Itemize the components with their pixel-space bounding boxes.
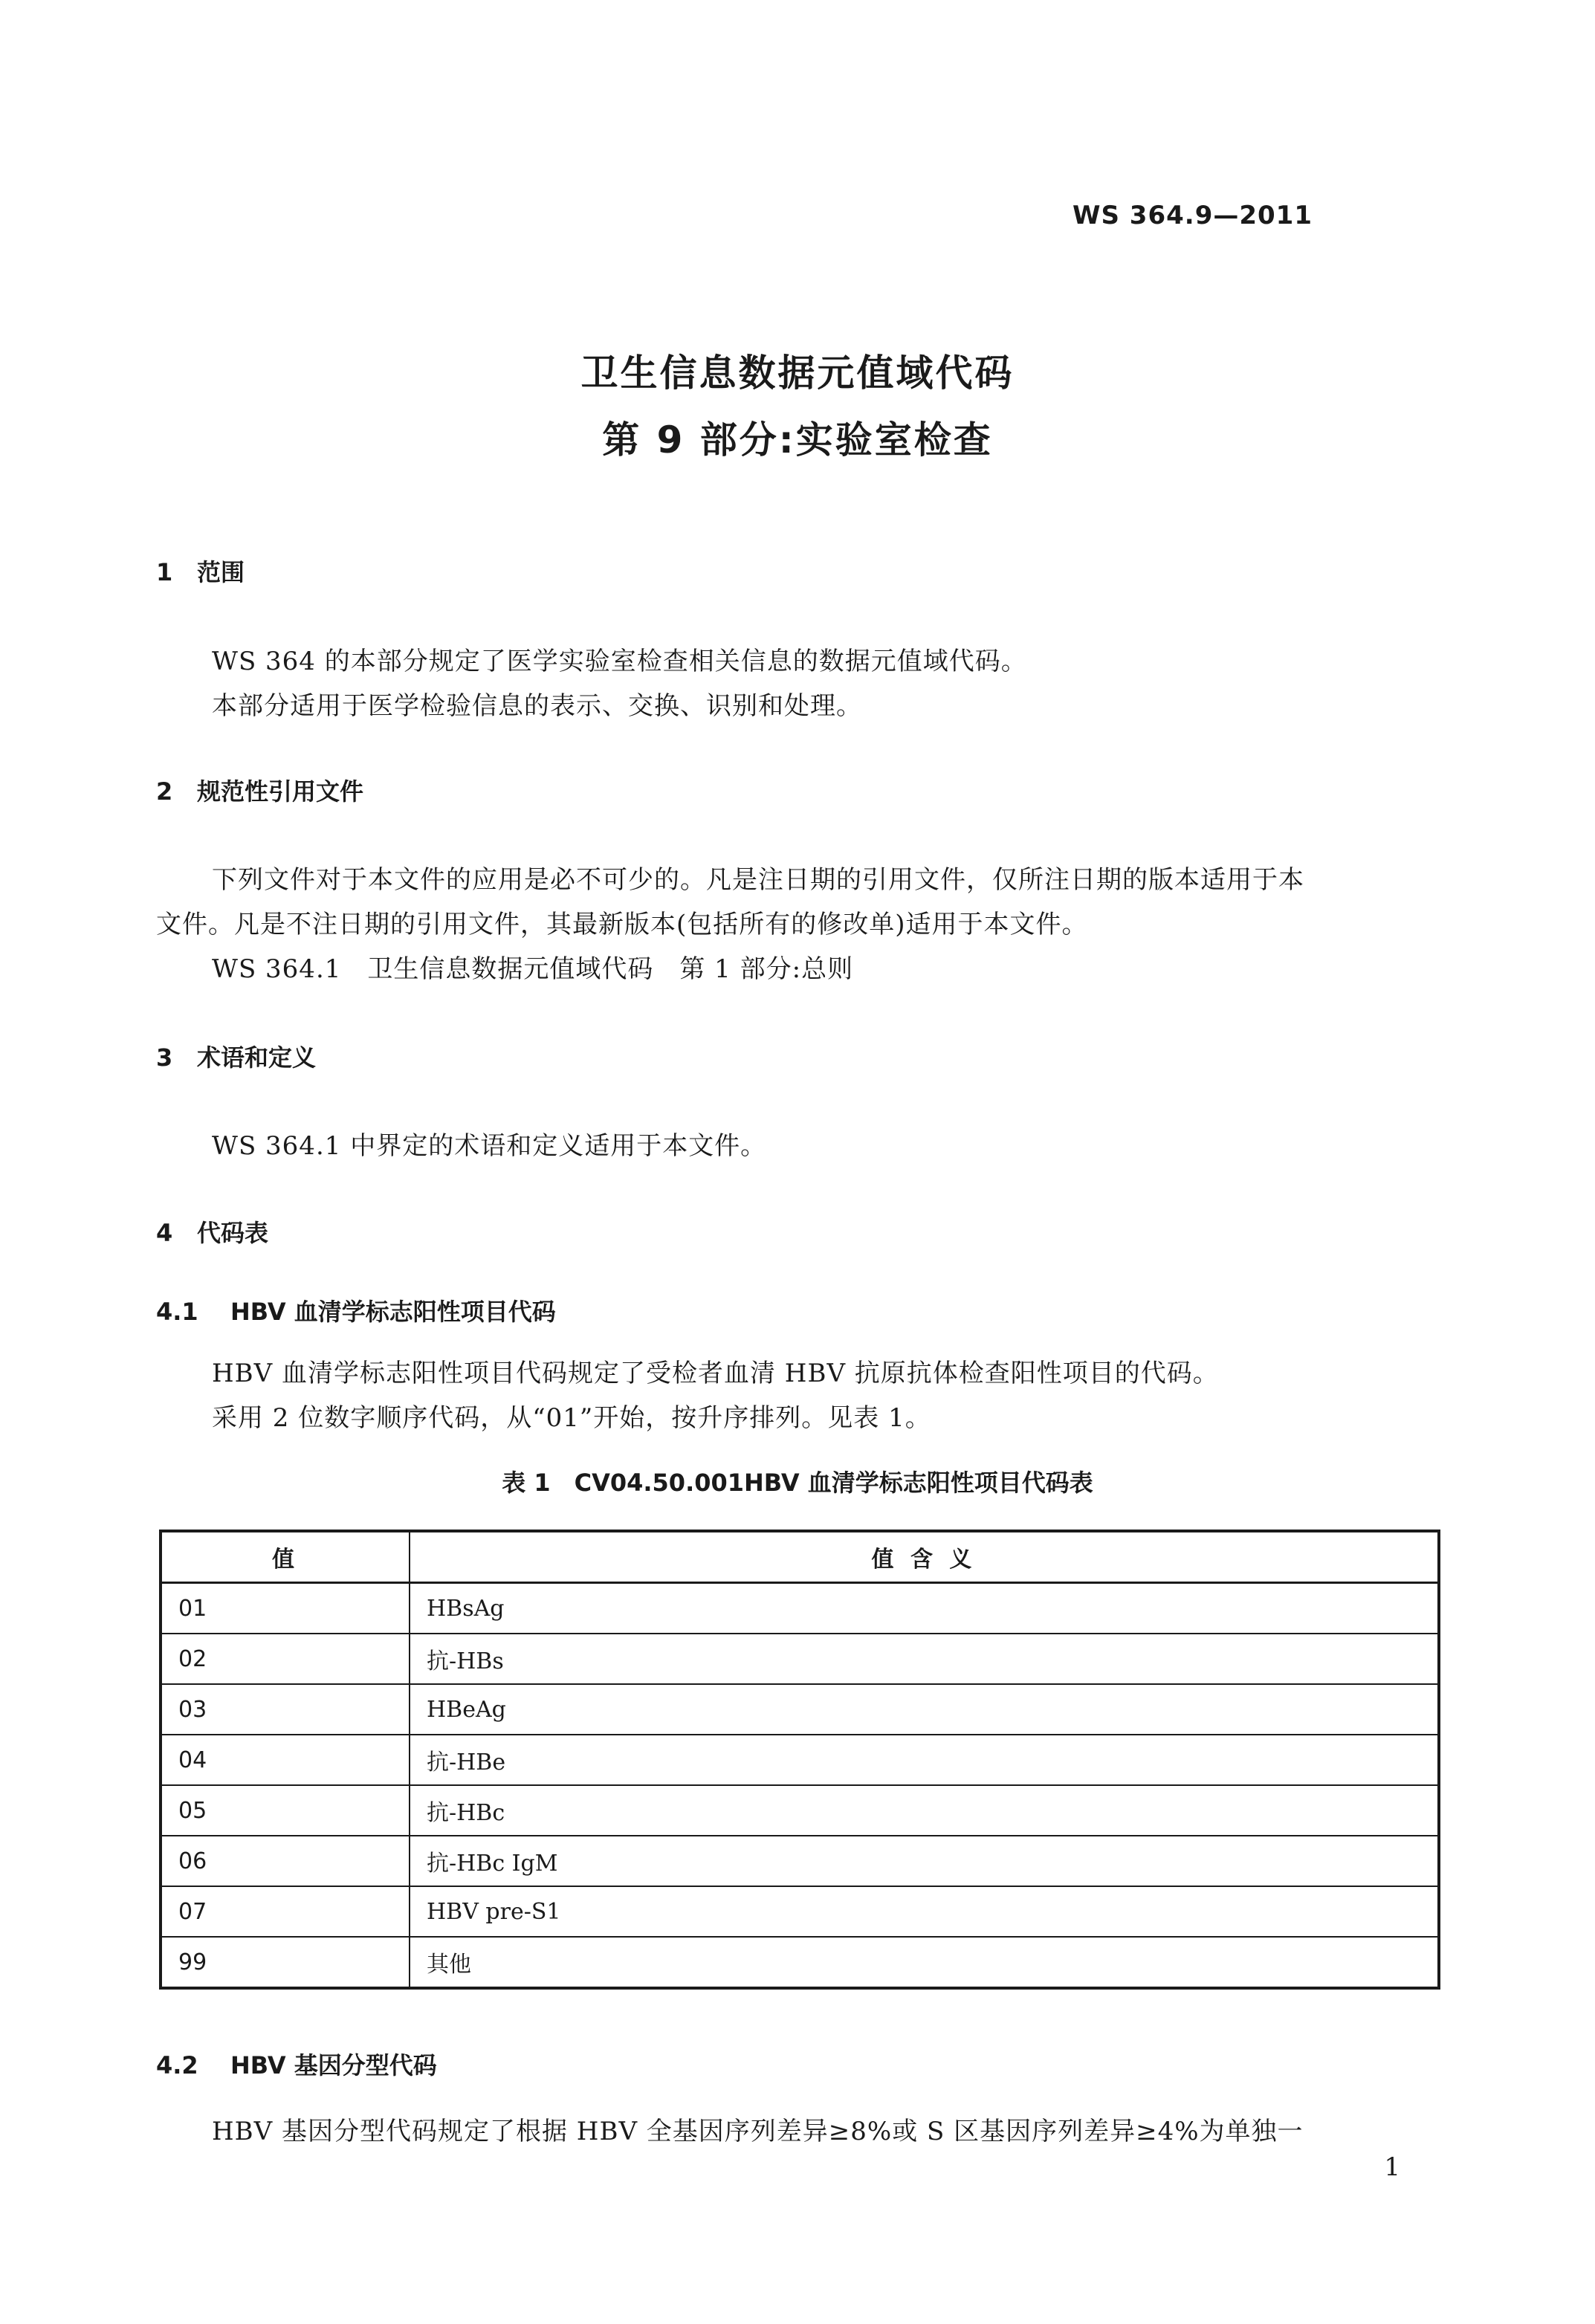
section-number: 4.2 [156,2051,198,2079]
paragraph: 采用 2 位数字顺序代码，从“01”开始，按升序排列。见表 1。 [212,1403,931,1433]
paragraph: 下列文件对于本文件的应用是必不可少的。凡是注日期的引用文件，仅所注日期的版本适用于本 [212,865,1304,895]
table-row [161,1684,1439,1735]
section-3-heading [156,1039,316,1073]
section-title: 代码表 [197,1219,269,1247]
table-row [161,1583,1439,1634]
code-value: 04 [161,1735,410,1785]
code-value: 06 [161,1836,410,1886]
code-meaning: 抗-HBc IgM [410,1836,1439,1886]
paragraph: WS 364 的本部分规定了医学实验室检查相关信息的数据元值域代码。 [212,647,1027,676]
code-value: 99 [161,1937,410,1988]
paragraph: WS 364.1 中界定的术语和定义适用于本文件。 [212,1131,767,1161]
table-row [161,1634,1439,1684]
table-row [161,1836,1439,1886]
section-4-1-heading [156,1293,556,1327]
code-value: 02 [161,1634,410,1684]
code-value: 07 [161,1886,410,1937]
code-table [159,1530,1440,1990]
section-2-heading [156,773,363,807]
reference-item: WS 364.1 卫生信息数据元值域代码 第 1 部分:总则 [212,954,854,984]
section-number: 1 [156,558,173,586]
column-header-meaning: 值 含 义 [410,1531,1439,1583]
section-title: HBV 血清学标志阳性项目代码 [230,1298,556,1326]
code-meaning: HBsAg [410,1583,1439,1634]
code-meaning: 抗-HBs [410,1634,1439,1684]
table-row [161,1735,1439,1785]
section-4-heading [156,1214,268,1249]
section-title: 范围 [197,558,245,586]
section-title: 规范性引用文件 [197,777,364,806]
section-4-2-heading [156,2047,437,2081]
section-number: 2 [156,777,173,806]
paragraph-continued: 文件。凡是不注日期的引用文件，其最新版本(包括所有的修改单)适用于本文件。 [156,910,1088,939]
code-value: 01 [161,1583,410,1634]
document-title: 卫生信息数据元值域代码 [580,352,1015,395]
table-row [161,1785,1439,1836]
column-header-value: 值 [161,1531,410,1583]
code-meaning: HBV pre-S1 [410,1886,1439,1937]
table-row [161,1937,1439,1988]
code-value: 05 [161,1785,410,1836]
code-meaning: 抗-HBc [410,1785,1439,1836]
paragraph: HBV 基因分型代码规定了根据 HBV 全基因序列差异≥8%或 S 区基因序列差异≥4%为单独一 [212,2117,1304,2146]
table-row [161,1886,1439,1937]
code-meaning: 其他 [410,1937,1439,1988]
code-meaning: 抗-HBe [410,1735,1439,1785]
section-1-heading [156,554,245,588]
table-header-row [161,1531,1439,1583]
code-meaning: HBeAg [410,1684,1439,1735]
code-value: 03 [161,1684,410,1735]
section-number: 4.1 [156,1298,198,1326]
document-subtitle: 第 9 部分:实验室检查 [602,418,993,462]
paragraph: 本部分适用于医学检验信息的表示、交换、识别和处理。 [212,691,862,721]
section-number: 3 [156,1043,173,1072]
standard-number: WS 364.9—2011 [1072,201,1313,230]
section-title: HBV 基因分型代码 [230,2051,437,2079]
paragraph: HBV 血清学标志阳性项目代码规定了受检者血清 HBV 抗原抗体检查阳性项目的代码。 [212,1359,1219,1388]
section-number: 4 [156,1219,173,1247]
page-number: 1 [1384,2152,1400,2182]
section-title: 术语和定义 [197,1043,317,1072]
table-caption: 表 1 CV04.50.001HBV 血清学标志阳性项目代码表 [502,1469,1093,1497]
